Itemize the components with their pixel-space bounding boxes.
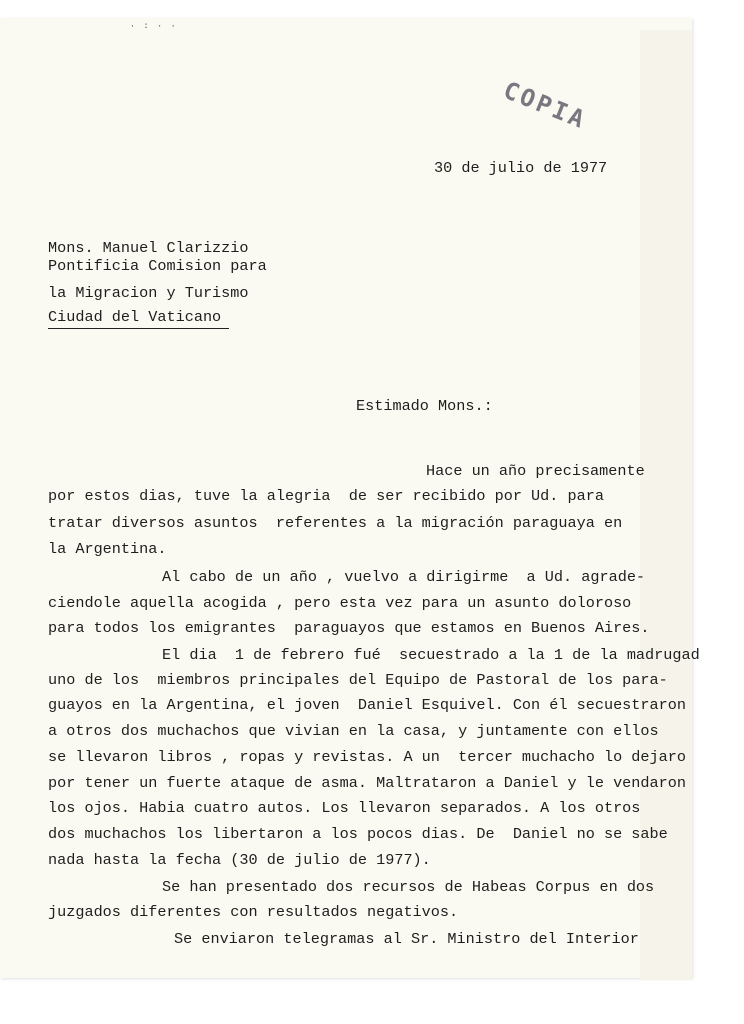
recipient-line: Mons. Manuel Clarizzio <box>48 239 249 257</box>
recipient-line: Pontificia Comision para <box>48 257 267 275</box>
body-line: Hace un año precisamente <box>426 462 645 480</box>
body-line: se llevaron libros , ropas y revistas. A un tercer muchacho lo dejaro <box>48 748 686 766</box>
body-line: Se enviaron telegramas al Sr. Ministro del Interior <box>174 930 639 948</box>
copia-stamp: COPIA <box>499 76 591 135</box>
body-line: uno de los miembros principales del Equipo de Pastoral de los para- <box>48 671 668 689</box>
body-line: guayos en la Argentina, el joven Daniel Esquivel. Con él secuestraron <box>48 696 686 714</box>
body-line: por estos dias, tuve la alegria de ser recibido por Ud. para <box>48 487 604 505</box>
body-line: ciendole aquella acogida , pero esta vez para un asunto doloroso <box>48 594 632 612</box>
body-line: El dia 1 de febrero fué secuestrado a la 1 de la madrugad <box>162 646 700 664</box>
body-line: Se han presentado dos recursos de Habeas Corpus en dos <box>162 878 655 896</box>
letter-date: 30 de julio de 1977 <box>434 159 608 177</box>
body-line: los ojos. Habia cuatro autos. Los llevaron separados. A los otros <box>48 799 641 817</box>
body-line: a otros dos muchachos que vivian en la casa, y juntamente con ellos <box>48 722 659 740</box>
paper-specks: · : · · <box>130 22 178 31</box>
body-line: juzgados diferentes con resultados negativos. <box>48 903 459 921</box>
recipient-line: la Migracion y Turismo <box>48 284 249 302</box>
body-line: para todos los emigrantes paraguayos que estamos en Buenos Aires. <box>48 619 650 637</box>
recipient-line: Ciudad del Vaticano <box>48 307 229 329</box>
body-line: Al cabo de un año , vuelvo a dirigirme a Ud. agrade- <box>162 568 646 586</box>
body-line: dos muchachos los libertaron a los pocos dias. De Daniel no se sabe <box>48 825 668 843</box>
body-line: nada hasta la fecha (30 de julio de 1977). <box>48 851 431 869</box>
salutation: Estimado Mons.: <box>356 397 493 415</box>
body-line: tratar diversos asuntos referentes a la migración paraguaya en <box>48 514 623 532</box>
body-line: la Argentina. <box>48 540 167 558</box>
body-line: por tener un fuerte ataque de asma. Maltrataron a Daniel y le vendaron <box>48 774 686 792</box>
